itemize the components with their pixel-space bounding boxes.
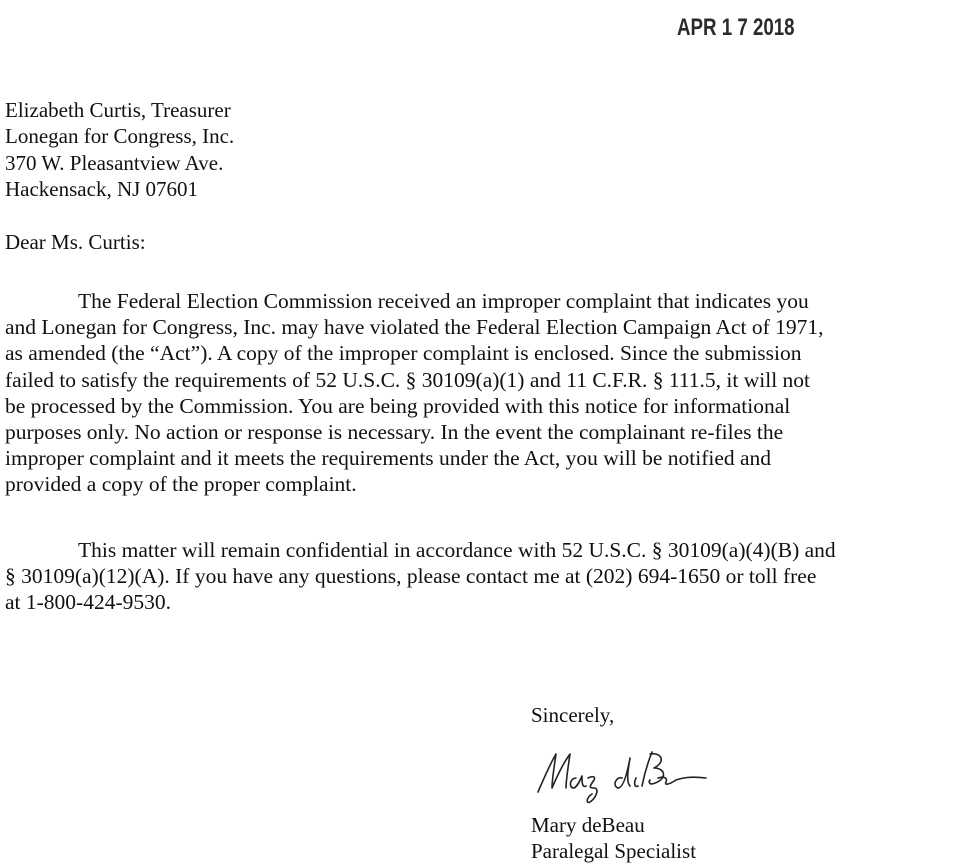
paragraph-line: as amended (the “Act”). A copy of the improper complaint is enclosed. Since the submission (5, 341, 802, 366)
salutation: Dear Ms. Curtis: (5, 230, 146, 254)
paragraph-line: The Federal Election Commission received an improper complaint that indicates you (78, 289, 809, 313)
body-paragraph-2 (5, 537, 965, 616)
recipient-city: Hackensack, NJ 07601 (5, 177, 199, 201)
handwritten-signature (530, 748, 710, 808)
signer-name: Mary deBeau (531, 813, 645, 837)
paragraph-line: be processed by the Commission. You are being provided with this notice for informational (5, 393, 791, 418)
received-date-stamp: APR 1 7 2018 (677, 14, 795, 41)
paragraph-line: failed to satisfy the requirements of 52 U.S.C. § 30109(a)(1) and 11 C.F.R. § 111.5, it will not (5, 367, 811, 392)
signer-title: Paralegal Specialist (531, 839, 697, 863)
paragraph-line: improper complaint and it meets the requirements under the Act, you will be notified and (5, 446, 772, 471)
paragraph-line: This matter will remain confidential in accordance with 52 U.S.C. § 30109(a)(4)(B) and (78, 538, 836, 562)
recipient-name: Elizabeth Curtis, Treasurer (5, 98, 231, 122)
paragraph-line: § 30109(a)(12)(A). If you have any questions, please contact me at (202) 694-1650 or toll free (5, 564, 817, 589)
paragraph-line: at 1-800-424-9530. (5, 590, 171, 615)
paragraph-line: and Lonegan for Congress, Inc. may have violated the Federal Election Campaign Act of 1971, (5, 315, 824, 340)
recipient-organization: Lonegan for Congress, Inc. (5, 124, 235, 148)
paragraph-line: purposes only. No action or response is necessary. In the event the complainant re-files the (5, 420, 784, 445)
recipient-street: 370 W. Pleasantview Ave. (5, 151, 224, 175)
valediction: Sincerely, (531, 703, 615, 727)
paragraph-line: provided a copy of the proper complaint. (5, 472, 357, 497)
body-paragraph-1 (5, 288, 965, 498)
